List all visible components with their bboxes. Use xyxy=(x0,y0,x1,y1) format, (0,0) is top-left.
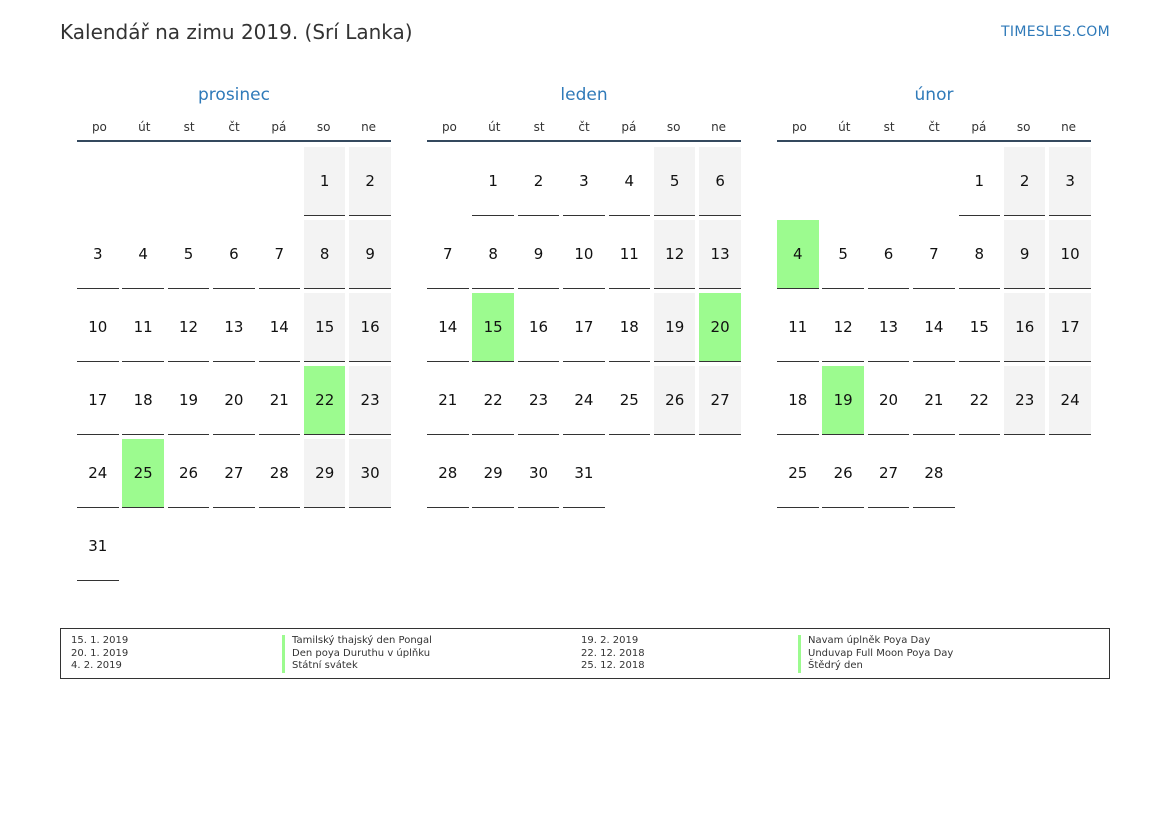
day-cell: 27 xyxy=(213,439,255,508)
weekday-label: čt xyxy=(578,120,590,134)
legend-date: 20. 1. 2019 xyxy=(71,647,129,659)
day-cell: 7 xyxy=(913,220,955,289)
weekday-label: ne xyxy=(1061,120,1077,134)
day-cell: 14 xyxy=(913,293,955,362)
legend-holiday-name: Den poya Duruthu v úplňku xyxy=(292,647,431,659)
month-title: únor xyxy=(914,85,954,105)
day-cell: 10 xyxy=(563,220,605,289)
holiday-day-cell: 15 xyxy=(472,293,514,362)
empty-cell xyxy=(168,147,210,216)
day-cell: 14 xyxy=(427,293,469,362)
day-cell: 25 xyxy=(609,366,651,435)
day-cell: 1 xyxy=(472,147,514,216)
day-cell: 29 xyxy=(472,439,514,508)
day-cell: 26 xyxy=(654,366,696,435)
day-cell: 7 xyxy=(427,220,469,289)
day-cell: 30 xyxy=(518,439,560,508)
legend-holiday-name: Státní svátek xyxy=(292,660,358,671)
weekday-label: čt xyxy=(228,120,240,134)
weekday-label: so xyxy=(666,120,681,134)
site-link[interactable]: TIMESLES.COM xyxy=(1001,24,1110,40)
day-cell: 22 xyxy=(472,366,514,435)
day-cell: 10 xyxy=(1049,220,1091,289)
day-cell: 23 xyxy=(349,366,391,435)
legend-holiday-name: Tamilský thajský den Pongal xyxy=(292,635,432,646)
weekday-label: ne xyxy=(711,120,727,134)
day-cell: 7 xyxy=(259,220,301,289)
day-cell: 4 xyxy=(122,220,164,289)
day-cell: 5 xyxy=(168,220,210,289)
legend-dates-left xyxy=(71,635,128,673)
month-february xyxy=(777,84,1091,508)
day-cell: 13 xyxy=(868,293,910,362)
day-cell: 2 xyxy=(1004,147,1046,216)
day-cell: 4 xyxy=(609,147,651,216)
weekday-label: pá xyxy=(971,120,987,134)
day-cell: 3 xyxy=(77,220,119,289)
weekday-label: so xyxy=(316,120,331,134)
day-cell: 15 xyxy=(304,293,346,362)
legend-dates-right xyxy=(581,635,645,673)
legend-holiday-name: Štědrý den xyxy=(808,660,863,671)
legend-date: 22. 12. 2018 xyxy=(581,647,645,659)
day-cell: 30 xyxy=(349,439,391,508)
day-cell: 23 xyxy=(1004,366,1046,435)
day-cell: 19 xyxy=(654,293,696,362)
day-grid xyxy=(77,147,391,581)
weekday-label: po xyxy=(791,120,807,134)
day-cell: 1 xyxy=(959,147,1001,216)
holiday-day-cell: 25 xyxy=(122,439,164,508)
day-cell: 9 xyxy=(349,220,391,289)
day-cell: 12 xyxy=(654,220,696,289)
day-cell: 15 xyxy=(959,293,1001,362)
empty-cell xyxy=(868,147,910,216)
empty-cell xyxy=(427,147,469,216)
holiday-legend xyxy=(60,628,1110,679)
month-title: leden xyxy=(560,85,608,105)
day-cell: 21 xyxy=(259,366,301,435)
day-cell: 24 xyxy=(563,366,605,435)
day-grid xyxy=(777,147,1091,508)
day-cell: 6 xyxy=(699,147,741,216)
legend-date: 25. 12. 2018 xyxy=(581,660,645,671)
day-cell: 28 xyxy=(427,439,469,508)
legend-date: 4. 2. 2019 xyxy=(71,660,122,671)
day-cell: 21 xyxy=(427,366,469,435)
legend-names-left xyxy=(282,635,432,673)
holiday-day-cell: 4 xyxy=(777,220,819,289)
empty-cell xyxy=(777,147,819,216)
weekday-label: pá xyxy=(621,120,637,134)
empty-cell xyxy=(913,147,955,216)
day-cell: 19 xyxy=(168,366,210,435)
day-cell: 2 xyxy=(349,147,391,216)
day-cell: 25 xyxy=(777,439,819,508)
weekday-label: ne xyxy=(361,120,377,134)
weekday-label: út xyxy=(838,120,851,134)
weekday-header xyxy=(77,118,391,142)
day-cell: 2 xyxy=(518,147,560,216)
empty-cell xyxy=(122,147,164,216)
day-cell: 6 xyxy=(213,220,255,289)
legend-names-right xyxy=(798,635,953,673)
day-cell: 31 xyxy=(563,439,605,508)
day-cell: 20 xyxy=(868,366,910,435)
day-cell: 16 xyxy=(518,293,560,362)
day-cell: 8 xyxy=(959,220,1001,289)
weekday-header xyxy=(777,118,1091,142)
empty-cell xyxy=(259,147,301,216)
day-cell: 13 xyxy=(213,293,255,362)
weekday-label: po xyxy=(441,120,457,134)
holiday-day-cell: 19 xyxy=(822,366,864,435)
legend-holiday-name: Unduvap Full Moon Poya Day xyxy=(808,647,954,659)
day-cell: 21 xyxy=(913,366,955,435)
weekday-label: út xyxy=(488,120,501,134)
day-cell: 13 xyxy=(699,220,741,289)
day-cell: 3 xyxy=(563,147,605,216)
month-january xyxy=(427,84,741,508)
day-cell: 18 xyxy=(609,293,651,362)
legend-holiday-name: Navam úplněk Poya Day xyxy=(808,635,931,646)
day-cell: 12 xyxy=(822,293,864,362)
day-cell: 22 xyxy=(959,366,1001,435)
weekday-label: čt xyxy=(928,120,940,134)
weekday-label: út xyxy=(138,120,151,134)
day-cell: 11 xyxy=(777,293,819,362)
day-cell: 29 xyxy=(304,439,346,508)
month-december xyxy=(77,84,391,581)
day-cell: 27 xyxy=(868,439,910,508)
day-cell: 17 xyxy=(77,366,119,435)
day-cell: 5 xyxy=(822,220,864,289)
day-cell: 11 xyxy=(122,293,164,362)
day-grid xyxy=(427,147,741,508)
day-cell: 24 xyxy=(1049,366,1091,435)
day-cell: 17 xyxy=(563,293,605,362)
day-cell: 20 xyxy=(213,366,255,435)
page-title: Kalendář na zimu 2019. (Srí Lanka) xyxy=(60,20,413,44)
legend-date: 15. 1. 2019 xyxy=(71,635,129,646)
weekday-header xyxy=(427,118,741,142)
day-cell: 18 xyxy=(777,366,819,435)
weekday-label: st xyxy=(533,120,545,134)
day-cell: 17 xyxy=(1049,293,1091,362)
weekday-label: st xyxy=(883,120,895,134)
empty-cell xyxy=(77,147,119,216)
day-cell: 1 xyxy=(304,147,346,216)
day-cell: 27 xyxy=(699,366,741,435)
month-title: prosinec xyxy=(198,85,270,105)
day-cell: 23 xyxy=(518,366,560,435)
day-cell: 31 xyxy=(77,512,119,581)
day-cell: 9 xyxy=(518,220,560,289)
weekday-label: po xyxy=(91,120,107,134)
day-cell: 24 xyxy=(77,439,119,508)
day-cell: 26 xyxy=(822,439,864,508)
day-cell: 6 xyxy=(868,220,910,289)
day-cell: 12 xyxy=(168,293,210,362)
day-cell: 8 xyxy=(472,220,514,289)
day-cell: 8 xyxy=(304,220,346,289)
day-cell: 14 xyxy=(259,293,301,362)
day-cell: 16 xyxy=(349,293,391,362)
day-cell: 3 xyxy=(1049,147,1091,216)
weekday-label: pá xyxy=(271,120,287,134)
day-cell: 28 xyxy=(259,439,301,508)
day-cell: 28 xyxy=(913,439,955,508)
day-cell: 5 xyxy=(654,147,696,216)
empty-cell xyxy=(213,147,255,216)
day-cell: 11 xyxy=(609,220,651,289)
empty-cell xyxy=(822,147,864,216)
weekday-label: so xyxy=(1016,120,1031,134)
legend-date: 19. 2. 2019 xyxy=(581,635,639,646)
weekday-label: st xyxy=(183,120,195,134)
day-cell: 10 xyxy=(77,293,119,362)
day-cell: 9 xyxy=(1004,220,1046,289)
day-cell: 26 xyxy=(168,439,210,508)
holiday-day-cell: 20 xyxy=(699,293,741,362)
holiday-day-cell: 22 xyxy=(304,366,346,435)
day-cell: 16 xyxy=(1004,293,1046,362)
day-cell: 18 xyxy=(122,366,164,435)
